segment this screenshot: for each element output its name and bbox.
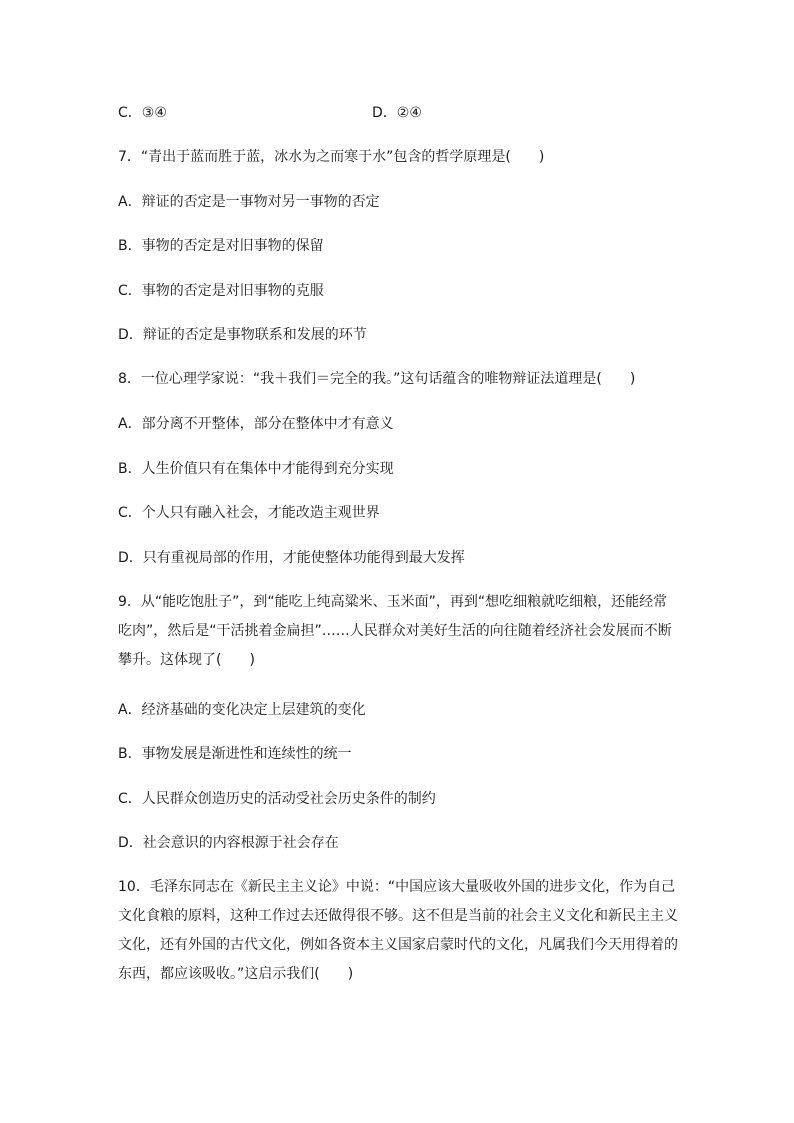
q6-option-c: C．③④	[118, 105, 167, 121]
q9-option-d: D．社会意识的内容根源于社会存在	[118, 835, 339, 851]
q8-option-c: C．个人只有融入社会，才能改造主观世界	[118, 505, 380, 521]
q8-stem: 8．一位心理学家说：“我＋我们＝完全的我。”这句话蕴含的唯物辩证法道理是( )	[118, 371, 636, 387]
q9-option-a: A．经济基础的变化决定上层建筑的变化	[118, 702, 366, 718]
q6-option-d: D．②④	[372, 105, 422, 121]
q8-option-b: B．人生价值只有在集体中才能得到充分实现	[118, 461, 394, 477]
q8-option-d: D．只有重视局部的作用，才能使整体功能得到最大发挥	[118, 550, 465, 566]
q9-option-c: C．人民群众创造历史的活动受社会历史条件的制约	[118, 791, 436, 807]
q9-option-b: B．事物发展是渐进性和连续性的统一	[118, 746, 352, 762]
q10-stem: 10．毛泽东同志在《新民主主义论》中说：“中国应该大量吸收外国的进步文化，作为自己文化食粮的原料，这种工作过去还做得很不够。这不但是当前的社会主义文化和新民主主义文化，还有外国的古代文化，例如各资本主义国家启蒙时代的文化，凡属我们今天用得着的东西，都应该吸收。”这启示我们( )	[118, 879, 678, 982]
q8-option-a: A．部分离不开整体，部分在整体中才有意义	[118, 416, 394, 432]
q7-option-c: C．事物的否定是对旧事物的克服	[118, 283, 324, 299]
q9-stem: 9．从“能吃饱肚子”，到“能吃上纯高粱米、玉米面”，再到“想吃细粮就吃细粮，还能经常吃肉”，然后是“干活挑着金扁担”……人民群众对美好生活的向往随着经济社会发展而不断攀升。这体现了( )	[118, 594, 672, 668]
q7-option-a: A．辩证的否定是一事物对另一事物的否定	[118, 194, 380, 210]
q7-option-d: D．辩证的否定是事物联系和发展的环节	[118, 327, 367, 343]
q7-stem: 7．“青出于蓝而胜于蓝，冰水为之而寒于水”包含的哲学原理是( )	[118, 149, 545, 165]
q7-option-b: B．事物的否定是对旧事物的保留	[118, 238, 324, 254]
